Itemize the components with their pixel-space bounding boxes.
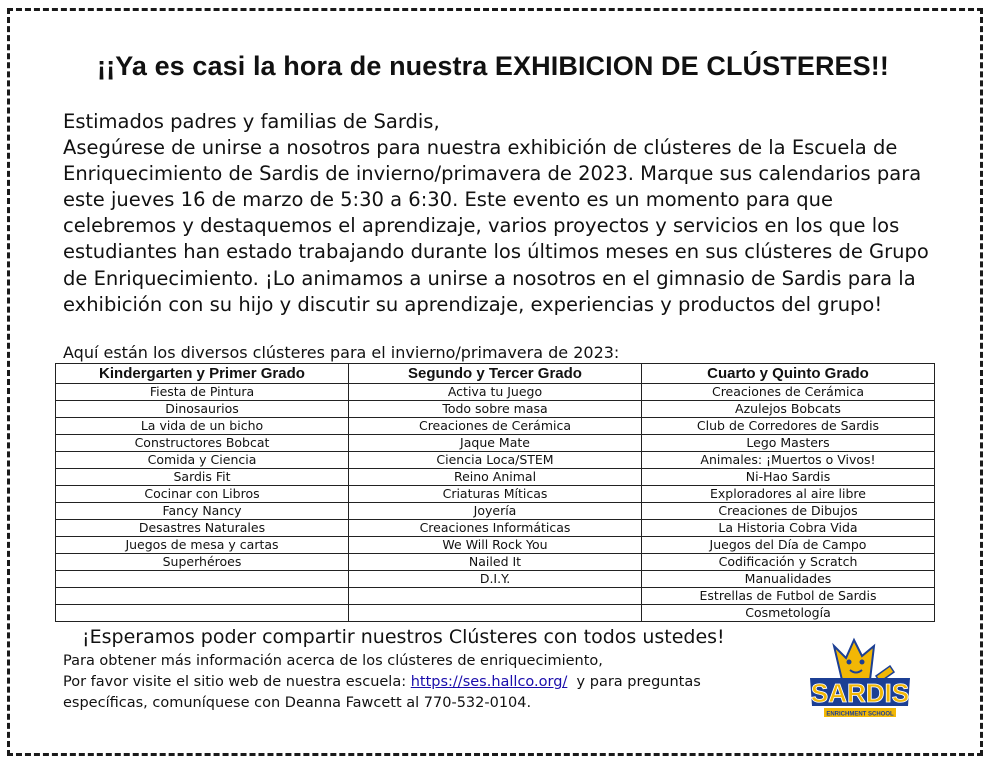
cluster-cell [56, 605, 349, 622]
cluster-cell: Desastres Naturales [56, 520, 349, 537]
table-row [56, 571, 935, 588]
cluster-cell: Superhéroes [56, 554, 349, 571]
cluster-cell: Cosmetología [642, 605, 935, 622]
table-row [56, 435, 935, 452]
table-row [56, 503, 935, 520]
cluster-cell: Azulejos Bobcats [642, 401, 935, 418]
table-row [56, 452, 935, 469]
school-website-link[interactable]: https://ses.hallco.org/ [410, 674, 568, 690]
table-body [56, 384, 935, 622]
table-row [56, 554, 935, 571]
footer-line-2-suffix: y para preguntas [567, 674, 701, 690]
cluster-cell: Cocinar con Libros [56, 486, 349, 503]
footer-line-2-prefix: Por favor visite el sitio web de nuestra escuela: [63, 674, 411, 690]
cluster-cell: Nailed It [349, 554, 642, 571]
cluster-cell: Club de Corredores de Sardis [642, 418, 935, 435]
footer-line-3: específicas, comuníquese con Deanna Fawcett al 770-532-0104. [63, 695, 532, 711]
cluster-cell: Todo sobre masa [349, 401, 642, 418]
clusters-intro: Aquí están los diversos clústeres para el invierno/primavera de 2023: [63, 343, 620, 362]
footer-line-2 [63, 672, 783, 693]
bobcat-mascot-icon [834, 640, 894, 682]
cluster-cell: Creaciones de Cerámica [349, 418, 642, 435]
sardis-logo [804, 632, 916, 724]
table-row [56, 520, 935, 537]
header-45: Cuarto y Quinto Grado [642, 364, 935, 384]
header-k1: Kindergarten y Primer Grado [56, 364, 349, 384]
table-row [56, 605, 935, 622]
cluster-cell: Reino Animal [349, 469, 642, 486]
clusters-table [55, 363, 935, 622]
cluster-cell: Juegos del Día de Campo [642, 537, 935, 554]
table-row [56, 418, 935, 435]
cluster-cell [349, 605, 642, 622]
logo-subtitle: ENRICHMENT SCHOOL [826, 711, 894, 718]
cluster-cell: Activa tu Juego [349, 384, 642, 401]
cluster-cell: Jaque Mate [349, 435, 642, 452]
cluster-cell: Constructores Bobcat [56, 435, 349, 452]
table-row [56, 588, 935, 605]
cluster-cell: Creaciones Informáticas [349, 520, 642, 537]
cluster-cell: Codificación y Scratch [642, 554, 935, 571]
cluster-cell: Dinosaurios [56, 401, 349, 418]
footer-line-1: Para obtener más información acerca de los clústeres de enriquecimiento, [63, 653, 603, 669]
greeting: Estimados padres y familias de Sardis, [63, 110, 440, 133]
cluster-cell: Criaturas Míticas [349, 486, 642, 503]
cluster-cell [56, 588, 349, 605]
cluster-cell: Joyería [349, 503, 642, 520]
cluster-cell: Manualidades [642, 571, 935, 588]
table-header-row [56, 364, 935, 384]
footer [63, 651, 783, 714]
page-title: ¡¡Ya es casi la hora de nuestra EXHIBICION DE CLÚSTERES!! [97, 51, 889, 81]
cluster-cell: La Historia Cobra Vida [642, 520, 935, 537]
body-paragraph: Asegúrese de unirse a nosotros para nuestra exhibición de clústeres de la Escuela de Enriquecimiento de Sardis de invierno/primavera de 2023. Marque sus calendarios para este jueves 16 de marzo de 5:30 a 6:30. Este evento es un momento para que celebremos y destaquemos el aprendizaje, varios proyectos y servicios en los que los estudiantes han estado trabajando durante los últimos meses en sus clústeres de Grupo de Enriquecimiento. ¡Lo animamos a unirse a nosotros en el gimnasio de Sardis para la exhibición con su hijo y discutir su aprendizaje, experiencias y productos del grupo! [63, 136, 929, 316]
cluster-cell: Fiesta de Pintura [56, 384, 349, 401]
cluster-cell: Ni-Hao Sardis [642, 469, 935, 486]
cluster-cell: Estrellas de Futbol de Sardis [642, 588, 935, 605]
cluster-cell: Animales: ¡Muertos o Vivos! [642, 452, 935, 469]
cluster-cell: Creaciones de Dibujos [642, 503, 935, 520]
cluster-cell [56, 571, 349, 588]
closing-line: ¡Esperamos poder compartir nuestros Clústeres con todos ustedes! [82, 626, 725, 648]
cluster-cell: Comida y Ciencia [56, 452, 349, 469]
cluster-cell: Juegos de mesa y cartas [56, 537, 349, 554]
cluster-cell: Sardis Fit [56, 469, 349, 486]
header-23: Segundo y Tercer Grado [349, 364, 642, 384]
cluster-cell: La vida de un bicho [56, 418, 349, 435]
logo-wordmark: SARDIS [810, 678, 910, 708]
table-row [56, 537, 935, 554]
body-text [63, 109, 933, 318]
table-row [56, 384, 935, 401]
cluster-cell: Lego Masters [642, 435, 935, 452]
table-row [56, 486, 935, 503]
cluster-cell: We Will Rock You [349, 537, 642, 554]
cluster-cell [349, 588, 642, 605]
cluster-cell: Fancy Nancy [56, 503, 349, 520]
cluster-cell: D.I.Y. [349, 571, 642, 588]
cluster-cell: Ciencia Loca/STEM [349, 452, 642, 469]
cluster-cell: Exploradores al aire libre [642, 486, 935, 503]
table-row [56, 401, 935, 418]
cluster-cell: Creaciones de Cerámica [642, 384, 935, 401]
table-row [56, 469, 935, 486]
